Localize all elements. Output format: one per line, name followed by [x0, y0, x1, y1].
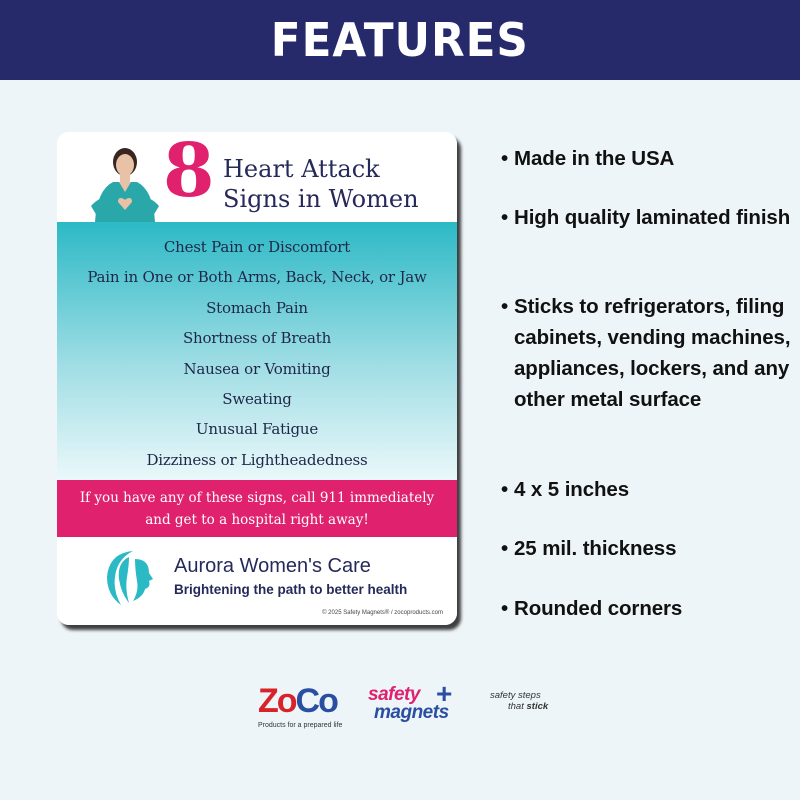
signs-list-panel — [57, 222, 457, 480]
emergency-alert — [57, 480, 457, 537]
nurse-illustration — [83, 140, 167, 222]
alert-line2: and get to a hospital right away! — [145, 511, 369, 528]
feature-item: • 4 x 5 inches — [501, 474, 791, 505]
safety-magnets-logo — [368, 678, 486, 728]
safety-magnets-tagline — [490, 690, 548, 712]
zoco-tagline: Products for a prepared life — [258, 722, 343, 729]
sign-item: Stomach Pain — [206, 298, 308, 317]
sign-item: Sweating — [222, 389, 292, 408]
magnet-header — [57, 132, 457, 222]
features-banner — [0, 0, 800, 80]
tagline-that: that — [508, 701, 524, 712]
brand-tagline: Brightening the path to better health — [174, 582, 408, 597]
plus-icon: + — [436, 678, 453, 709]
feature-item: • Made in the USA — [501, 143, 791, 174]
safety-magnets-logo-line1: safety — [368, 684, 420, 705]
woman-profile-logo-icon — [99, 547, 159, 607]
sign-item: Unusual Fatigue — [195, 420, 319, 439]
tagline-line2 — [490, 701, 548, 712]
copyright-notice: © 2025 Safety Magnets® / zocoproducts.com — [322, 610, 443, 616]
sign-item: Nausea or Vomiting — [183, 359, 331, 378]
brand-name: Aurora Women's Care — [174, 555, 371, 577]
alert-line1: If you have any of these signs, call 911 immediately — [79, 489, 435, 506]
feature-item: • 25 mil. thickness — [501, 533, 791, 564]
magnet-title-line2: Signs in Women — [223, 185, 419, 213]
signs-list — [57, 222, 457, 475]
sign-item: Chest Pain or Discomfort — [163, 238, 351, 256]
logo-row — [0, 680, 800, 740]
magnet-title — [223, 154, 419, 214]
sign-count: 8 — [163, 132, 215, 214]
sign-item: Pain in One or Both Arms, Back, Neck, or Jaw — [87, 268, 427, 287]
feature-item: • Sticks to refrigerators, filing cabinets, vending machines, appliances, lockers, and any other metal surface — [501, 291, 791, 415]
zoco-logo-zo: Zo — [258, 682, 296, 720]
sign-item: Shortness of Breath — [182, 329, 332, 348]
tagline-stick: stick — [526, 701, 549, 712]
zoco-logo-co: Co — [295, 682, 337, 720]
magnet-title-line1: Heart Attack — [223, 155, 380, 183]
feature-item: • High quality laminated finish — [501, 202, 791, 233]
feature-item: • Rounded corners — [501, 593, 791, 624]
sign-item: Dizziness or Lightheadedness — [146, 450, 368, 469]
zoco-logo — [258, 684, 337, 718]
tagline-line1: safety steps — [490, 690, 541, 701]
banner-title: FEATURES — [270, 13, 530, 67]
safety-magnets-logo-line2: magnets — [374, 702, 449, 723]
brand-footer — [57, 537, 457, 625]
magnet-product — [57, 132, 457, 625]
